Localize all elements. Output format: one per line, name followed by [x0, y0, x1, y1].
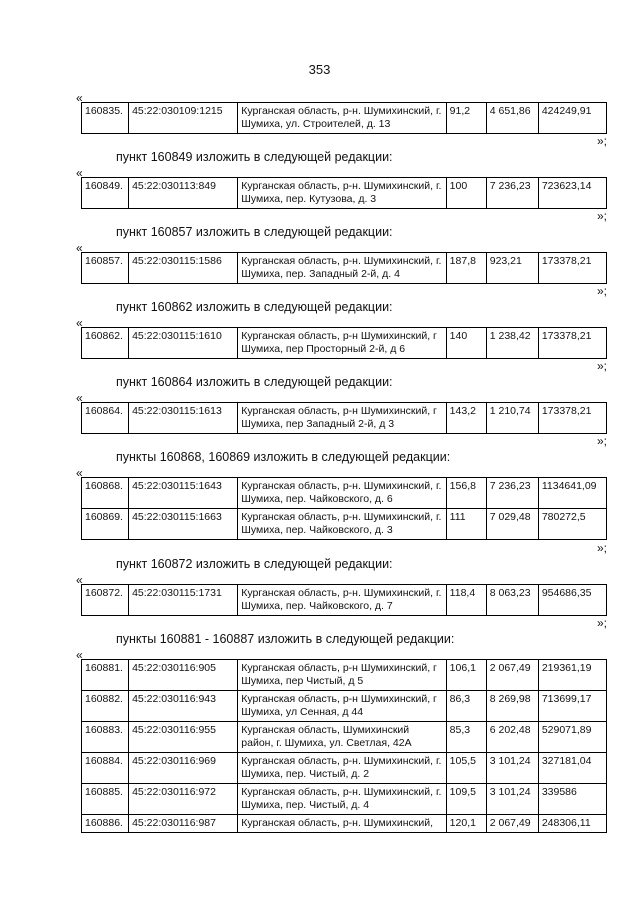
close-quote-mark: »; [597, 134, 608, 148]
table-row [82, 784, 607, 815]
cadastral-value-cell: 173378,21 [538, 403, 606, 434]
cadastral-value-cell: 173378,21 [538, 253, 606, 284]
table-row [82, 103, 607, 134]
address-cell: Курганская область, р-н. Шумихинский, г. Шумиха, пер. Чайковского, д. 7 [238, 585, 446, 616]
cadastral-number-cell: 45:22:030116:987 [129, 815, 238, 833]
address-cell: Курганская область, р-н. Шумихинский, г. Шумиха, пер. Кутузова, д. 3 [238, 178, 446, 209]
address-cell: Курганская область, р-н Шумихинский, г Шумиха, пер Чистый, д 5 [238, 660, 446, 691]
area-cell: 187,8 [446, 253, 486, 284]
address-cell: Курганская область, р-н. Шумихинский, г. Шумиха, пер. Чайковского, д. 6 [238, 478, 446, 509]
rate-cell: 4 651,86 [486, 103, 538, 134]
address-cell: Курганская область, р-н. Шумихинский, г. Шумиха, пер. Чистый, д. 2 [238, 753, 446, 784]
address-cell: Курганская область, р-н Шумихинский, г Шумиха, пер Просторный 2-й, д 6 [238, 328, 446, 359]
cadastral-number-cell: 45:22:030116:972 [129, 784, 238, 815]
open-quote-mark: « [76, 466, 83, 480]
table-row [82, 509, 607, 540]
rate-cell: 8 269,98 [486, 691, 538, 722]
close-quote-mark: »; [597, 434, 608, 448]
register-table [81, 177, 607, 209]
register-table [81, 659, 607, 833]
row-number-cell: 160849. [82, 178, 129, 209]
open-quote-mark: « [76, 391, 83, 405]
rate-cell: 7 029,48 [486, 509, 538, 540]
register-table [81, 102, 607, 134]
table-row [82, 478, 607, 509]
row-number-cell: 160857. [82, 253, 129, 284]
cadastral-value-cell: 327181,04 [538, 753, 606, 784]
cadastral-number-cell: 45:22:030109:1215 [129, 103, 238, 134]
row-number-cell: 160862. [82, 328, 129, 359]
table-row [82, 753, 607, 784]
close-quote-mark: »; [597, 359, 608, 373]
cadastral-value-cell: 1134641,09 [538, 478, 606, 509]
area-cell: 140 [446, 328, 486, 359]
address-cell: Курганская область, Шумихинский район, г. Шумиха, ул. Светлая, 42А [238, 722, 446, 753]
close-quote-mark: »; [597, 284, 608, 298]
row-number-cell: 160864. [82, 403, 129, 434]
cadastral-value-cell: 529071,89 [538, 722, 606, 753]
row-number-cell: 160869. [82, 509, 129, 540]
cadastral-number-cell: 45:22:030116:943 [129, 691, 238, 722]
table-row [82, 328, 607, 359]
row-number-cell: 160872. [82, 585, 129, 616]
area-cell: 85,3 [446, 722, 486, 753]
close-quote-mark: »; [597, 209, 608, 223]
page-number: 353 [308, 62, 331, 77]
cadastral-value-cell: 780272,5 [538, 509, 606, 540]
table-row [82, 815, 607, 833]
area-cell: 106,1 [446, 660, 486, 691]
table-row [82, 722, 607, 753]
cadastral-number-cell: 45:22:030116:955 [129, 722, 238, 753]
rate-cell: 3 101,24 [486, 784, 538, 815]
area-cell: 100 [446, 178, 486, 209]
row-number-cell: 160884. [82, 753, 129, 784]
rate-cell: 7 236,23 [486, 478, 538, 509]
cadastral-number-cell: 45:22:030115:1613 [129, 403, 238, 434]
close-quote-mark: »; [597, 541, 608, 555]
table-row [82, 253, 607, 284]
area-cell: 86,3 [446, 691, 486, 722]
amendment-heading: пункт 160862 изложить в следующей редакции: [116, 300, 393, 314]
cadastral-number-cell: 45:22:030116:905 [129, 660, 238, 691]
area-cell: 118,4 [446, 585, 486, 616]
address-cell: Курганская область, р-н. Шумихинский, г. Шумиха, ул. Строителей, д. 13 [238, 103, 446, 134]
area-cell: 109,5 [446, 784, 486, 815]
cadastral-number-cell: 45:22:030116:969 [129, 753, 238, 784]
cadastral-number-cell: 45:22:030113:849 [129, 178, 238, 209]
register-table [81, 252, 607, 284]
open-quote-mark: « [76, 241, 83, 255]
table-row [82, 691, 607, 722]
rate-cell: 3 101,24 [486, 753, 538, 784]
amendment-heading: пункт 160857 изложить в следующей редакции: [116, 225, 393, 239]
row-number-cell: 160883. [82, 722, 129, 753]
address-cell: Курганская область, р-н. Шумихинский, г. Шумиха, пер. Чистый, д. 4 [238, 784, 446, 815]
cadastral-value-cell: 954686,35 [538, 585, 606, 616]
area-cell: 156,8 [446, 478, 486, 509]
cadastral-number-cell: 45:22:030115:1731 [129, 585, 238, 616]
cadastral-value-cell: 219361,19 [538, 660, 606, 691]
amendment-heading: пункты 160868, 160869 изложить в следующей редакции: [116, 450, 451, 464]
row-number-cell: 160886. [82, 815, 129, 833]
rate-cell: 8 063,23 [486, 585, 538, 616]
open-quote-mark: « [76, 573, 83, 587]
open-quote-mark: « [76, 166, 83, 180]
open-quote-mark: « [76, 316, 83, 330]
table-row [82, 585, 607, 616]
cadastral-value-cell: 424249,91 [538, 103, 606, 134]
cadastral-number-cell: 45:22:030115:1586 [129, 253, 238, 284]
register-table [81, 327, 607, 359]
cadastral-number-cell: 45:22:030115:1610 [129, 328, 238, 359]
table-row [82, 178, 607, 209]
table-row [82, 660, 607, 691]
open-quote-mark: « [76, 91, 83, 105]
cadastral-value-cell: 248306,11 [538, 815, 606, 833]
cadastral-value-cell: 339586 [538, 784, 606, 815]
row-number-cell: 160835. [82, 103, 129, 134]
cadastral-number-cell: 45:22:030115:1663 [129, 509, 238, 540]
rate-cell: 2 067,49 [486, 815, 538, 833]
row-number-cell: 160868. [82, 478, 129, 509]
rate-cell: 2 067,49 [486, 660, 538, 691]
rate-cell: 923,21 [486, 253, 538, 284]
address-cell: Курганская область, р-н Шумихинский, г Шумиха, ул Сенная, д 44 [238, 691, 446, 722]
address-cell: Курганская область, р-н Шумихинский, г Шумиха, пер Западный 2-й, д 3 [238, 403, 446, 434]
register-table [81, 402, 607, 434]
area-cell: 91,2 [446, 103, 486, 134]
row-number-cell: 160881. [82, 660, 129, 691]
cadastral-number-cell: 45:22:030115:1643 [129, 478, 238, 509]
rate-cell: 7 236,23 [486, 178, 538, 209]
amendment-heading: пункт 160864 изложить в следующей редакции: [116, 375, 393, 389]
row-number-cell: 160882. [82, 691, 129, 722]
address-cell: Курганская область, р-н. Шумихинский, г. Шумиха, пер. Чайковского, д. 3 [238, 509, 446, 540]
address-cell: Курганская область, р-н. Шумихинский, [238, 815, 446, 833]
table-row [82, 403, 607, 434]
amendment-heading: пункт 160872 изложить в следующей редакции: [116, 557, 393, 571]
rate-cell: 1 210,74 [486, 403, 538, 434]
cadastral-value-cell: 723623,14 [538, 178, 606, 209]
address-cell: Курганская область, р-н. Шумихинский, г. Шумиха, пер. Западный 2-й, д. 4 [238, 253, 446, 284]
cadastral-value-cell: 713699,17 [538, 691, 606, 722]
register-table [81, 477, 607, 540]
open-quote-mark: « [76, 648, 83, 662]
close-quote-mark: »; [597, 616, 608, 630]
row-number-cell: 160885. [82, 784, 129, 815]
area-cell: 120,1 [446, 815, 486, 833]
area-cell: 111 [446, 509, 486, 540]
rate-cell: 6 202,48 [486, 722, 538, 753]
amendment-heading: пункт 160849 изложить в следующей редакции: [116, 150, 393, 164]
register-table [81, 584, 607, 616]
amendment-heading: пункты 160881 - 160887 изложить в следующей редакции: [116, 632, 455, 646]
area-cell: 143,2 [446, 403, 486, 434]
area-cell: 105,5 [446, 753, 486, 784]
rate-cell: 1 238,42 [486, 328, 538, 359]
cadastral-value-cell: 173378,21 [538, 328, 606, 359]
